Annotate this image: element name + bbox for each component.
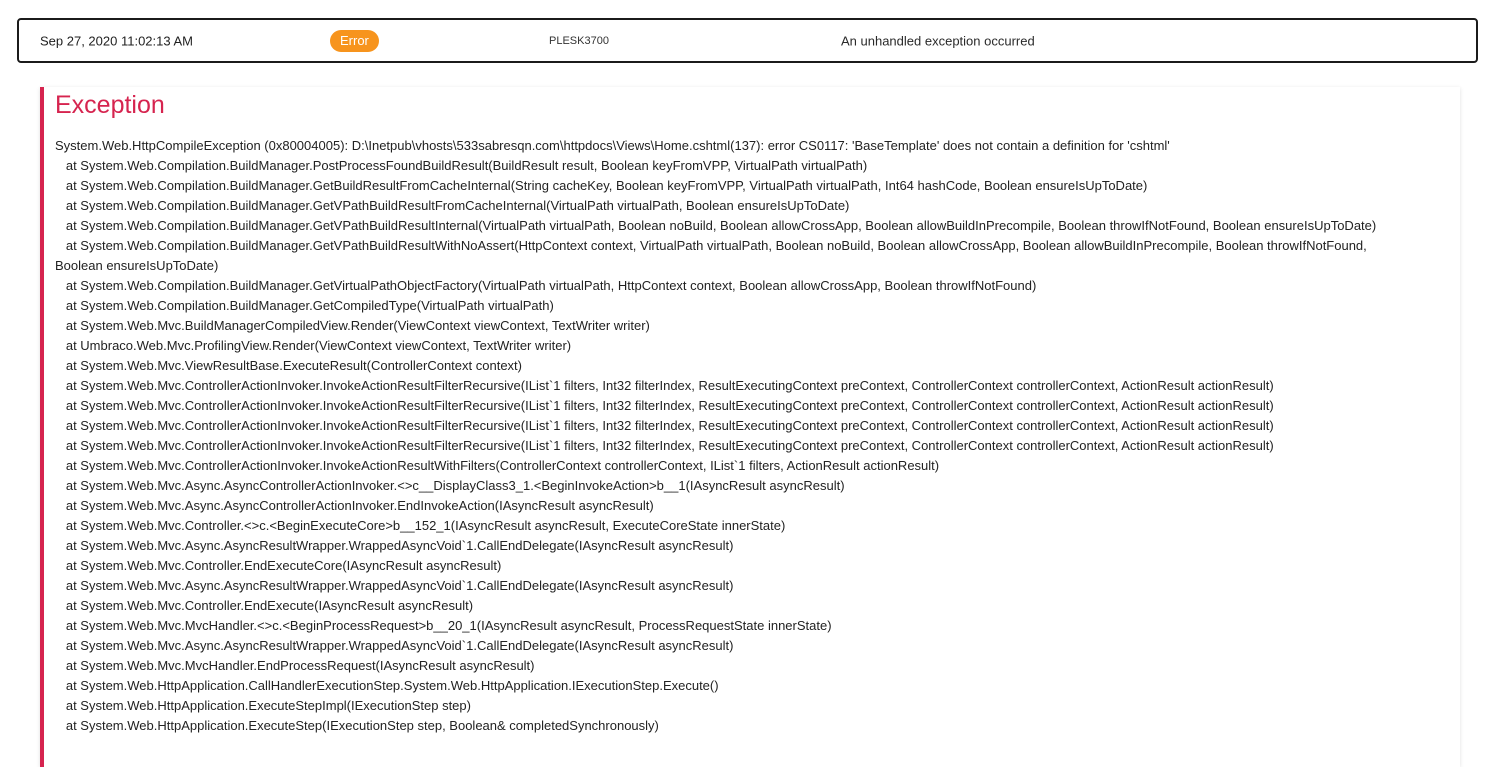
exception-panel [40, 87, 1460, 767]
stack-trace-line: at System.Web.Mvc.Async.AsyncControllerActionInvoker.<>c__DisplayClass3_1.<BeginInvokeAction>b__1(IAsyncResult asyncResult) [55, 478, 845, 493]
stack-trace-line: at System.Web.Mvc.BuildManagerCompiledView.Render(ViewContext viewContext, TextWriter writer) [55, 318, 650, 333]
stack-trace-line: at System.Web.Mvc.ControllerActionInvoker.InvokeActionResultFilterRecursive(IList`1 filters, Int32 filterIndex, ResultExecutingContext preContext, ControllerContext controllerContext, ActionResult actionResult) [55, 438, 1274, 453]
log-entry-row[interactable] [17, 18, 1478, 63]
stack-trace-line: at System.Web.HttpApplication.CallHandlerExecutionStep.System.Web.HttpApplication.IExecutionStep.Execute() [55, 678, 719, 693]
log-level-badge: Error [330, 30, 379, 52]
stack-trace-line: at System.Web.HttpApplication.ExecuteStepImpl(IExecutionStep step) [55, 698, 471, 713]
stack-trace-line: at System.Web.Mvc.MvcHandler.<>c.<BeginProcessRequest>b__20_1(IAsyncResult asyncResult, ProcessRequestState innerState) [55, 618, 832, 633]
stack-trace-line: at System.Web.Mvc.Async.AsyncResultWrapper.WrappedAsyncVoid`1.CallEndDelegate(IAsyncResult asyncResult) [55, 538, 734, 553]
stack-trace-line: at System.Web.Mvc.ControllerActionInvoker.InvokeActionResultFilterRecursive(IList`1 filters, Int32 filterIndex, ResultExecutingContext preContext, ControllerContext controllerContext, ActionResult actionResult) [55, 378, 1274, 393]
stack-trace-line: at System.Web.Compilation.BuildManager.GetVPathBuildResultInternal(VirtualPath virtualPath, Boolean noBuild, Boolean allowCrossApp, Boolean allowBuildInPrecompile, Boolean throwIfNotFound, Boolean ensureIsUpToDate) [55, 218, 1377, 233]
stack-trace-line: at Umbraco.Web.Mvc.ProfilingView.Render(ViewContext viewContext, TextWriter writer) [55, 338, 572, 353]
stack-trace-line: at System.Web.Mvc.ViewResultBase.ExecuteResult(ControllerContext context) [55, 358, 522, 373]
exception-title: Exception [55, 91, 165, 119]
stack-trace-line: at System.Web.Compilation.BuildManager.GetCompiledType(VirtualPath virtualPath) [55, 298, 554, 313]
log-machine-name: PLESK3700 [549, 34, 609, 47]
stack-trace-line: at System.Web.Mvc.ControllerActionInvoker.InvokeActionResultFilterRecursive(IList`1 filters, Int32 filterIndex, ResultExecutingContext preContext, ControllerContext controllerContext, ActionResult actionResult) [55, 418, 1274, 433]
stack-trace-line: Boolean ensureIsUpToDate) [55, 258, 219, 273]
stack-trace-line: System.Web.HttpCompileException (0x80004005): D:\Inetpub\vhosts\533sabresqn.com\httpdocs\Views\Home.cshtml(137): error CS0117: 'BaseTemplate' does not contain a definition for 'cshtml' [55, 138, 1170, 153]
stack-trace-line: at System.Web.Mvc.Async.AsyncResultWrapper.WrappedAsyncVoid`1.CallEndDelegate(IAsyncResult asyncResult) [55, 638, 734, 653]
log-message: An unhandled exception occurred [841, 33, 1035, 48]
stack-trace-line: at System.Web.Mvc.ControllerActionInvoker.InvokeActionResultFilterRecursive(IList`1 filters, Int32 filterIndex, ResultExecutingContext preContext, ControllerContext controllerContext, ActionResult actionResult) [55, 398, 1274, 413]
stack-trace-line: at System.Web.Mvc.ControllerActionInvoker.InvokeActionResultWithFilters(ControllerContext controllerContext, IList`1 filters, ActionResult actionResult) [55, 458, 940, 473]
stack-trace-line: at System.Web.Mvc.Controller.EndExecuteCore(IAsyncResult asyncResult) [55, 558, 502, 573]
stack-trace-line: at System.Web.Compilation.BuildManager.GetVirtualPathObjectFactory(VirtualPath virtualPath, HttpContext context, Boolean allowCrossApp, Boolean throwIfNotFound) [55, 278, 1037, 293]
stack-trace-line: at System.Web.Compilation.BuildManager.PostProcessFoundBuildResult(BuildResult result, Boolean keyFromVPP, VirtualPath virtualPath) [55, 158, 868, 173]
stack-trace-line: at System.Web.Mvc.MvcHandler.EndProcessRequest(IAsyncResult asyncResult) [55, 658, 535, 673]
stack-trace-line: at System.Web.Mvc.Async.AsyncResultWrapper.WrappedAsyncVoid`1.CallEndDelegate(IAsyncResult asyncResult) [55, 578, 734, 593]
stack-trace-line: at System.Web.Compilation.BuildManager.GetBuildResultFromCacheInternal(String cacheKey, Boolean keyFromVPP, VirtualPath virtualPath, Int64 hashCode, Boolean ensureIsUpToDate) [55, 178, 1148, 193]
stack-trace-line: at System.Web.Compilation.BuildManager.GetVPathBuildResultWithNoAssert(HttpContext context, VirtualPath virtualPath, Boolean noBuild, Boolean allowCrossApp, Boolean allowBuildInPrecompile, Boolean throwIfNotFound, [55, 238, 1367, 253]
stack-trace-line: at System.Web.HttpApplication.ExecuteStep(IExecutionStep step, Boolean& completedSynchronously) [55, 718, 659, 733]
stack-trace-line: at System.Web.Mvc.Controller.<>c.<BeginExecuteCore>b__152_1(IAsyncResult asyncResult, ExecuteCoreState innerState) [55, 518, 786, 533]
log-timestamp: Sep 27, 2020 11:02:13 AM [40, 33, 193, 48]
stack-trace-line: at System.Web.Mvc.Controller.EndExecute(IAsyncResult asyncResult) [55, 598, 474, 613]
stack-trace-line: at System.Web.Compilation.BuildManager.GetVPathBuildResultFromCacheInternal(VirtualPath virtualPath, Boolean ensureIsUpToDate) [55, 198, 850, 213]
stack-trace [55, 136, 1455, 736]
stack-trace-line: at System.Web.Mvc.Async.AsyncControllerActionInvoker.EndInvokeAction(IAsyncResult asyncResult) [55, 498, 654, 513]
